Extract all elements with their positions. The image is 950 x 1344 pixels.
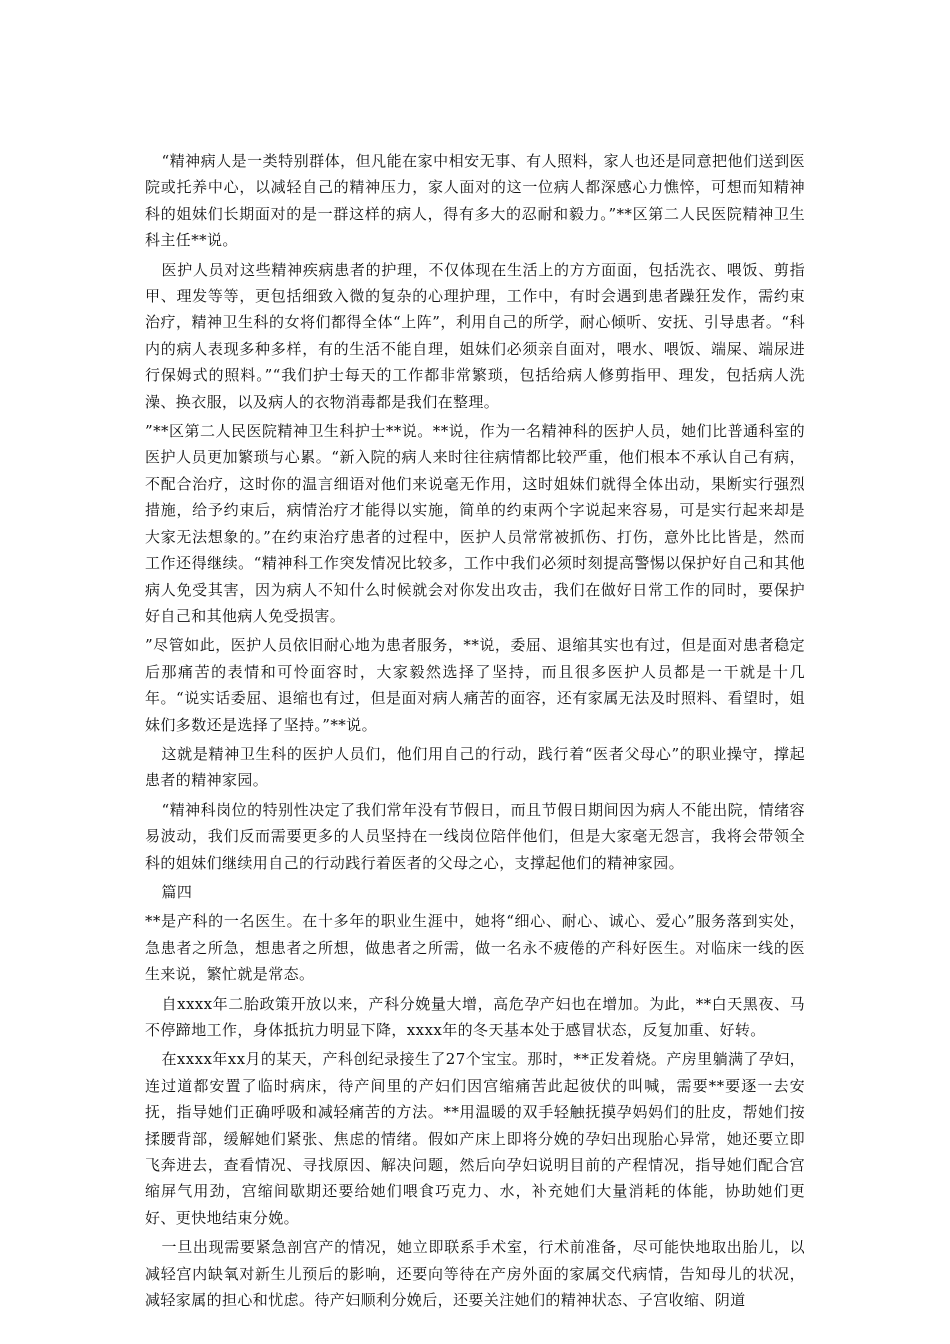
- paragraph-3: ”**区第二人民医院精神卫生科护士**说。**说，作为一名精神科的医护人员，她们比普通科室的医护人员更加繁琐与心累。“新入院的病人来时往往病情都比较严重，他们根本不承认自己有病，不配合治疗，这时你的温言细语对他们来说毫无作用，这时姐妹们就得全体出动，果断实行强烈措施，给予约束后，病情治疗才能得以实施，简单的约束两个字说起来容易，可是实行起来却是大家无法想象的。”在约束治疗患者的过程中，医护人员常常被抓伤、打伤，意外比比皆是，然而工作还得继续。“精神科工作突发情况比较多，工作中我们必须时刻提高警惕以保护好自己和其他病人免受其害，因为病人不知什么时候就会对你发出攻击，我们在做好日常工作的同时，要保护好自己和其他病人免受损害。: [145, 422, 805, 625]
- section-heading: 篇四: [161, 882, 193, 901]
- paragraph-9: 在xxxx年xx月的某天，产科创纪录接生了27个宝宝。那时，**正发着烧。产房里躺满了孕妇，连过道都安置了临时病床，待产间里的产妇们因宫缩痛苦此起彼伏的叫喊，需要**要逐一去安抚，指导她们正确呼吸和减轻痛苦的方法。**用温暖的双手轻触抚摸孕妈妈们的肚皮，帮她们按揉腰背部，缓解她们紧张、焦虑的情绪。假如产床上即将分娩的孕妇出现胎心异常，她还要立即飞奔进去，查看情况、寻找原因、解决问题，然后向孕妇说明目前的产程情况，指导她们配合宫缩屏气用劲，宫缩间歇期还要给她们喂食巧克力、水，补充她们大量消耗的体能，协助她们更好、更快地结束分娩。: [145, 1050, 805, 1227]
- paragraph-8: 自xxxx年二胎政策开放以来，产科分娩量大增，高危孕产妇也在增加。为此，**白天黑夜、马不停蹄地工作，身体抵抗力明显下降，xxxx年的冬天基本处于感冒状态，反复加重、好转。: [145, 994, 805, 1039]
- paragraph-5: 这就是精神卫生科的医护人员们，他们用自己的行动，践行着“医者父母心”的职业操守，撑起患者的精神家园。: [145, 744, 805, 790]
- paragraph-2: 医护人员对这些精神疾病患者的护理，不仅体现在生活上的方方面面，包括洗衣、喂饭、剪指甲、理发等等，更包括细致入微的复杂的心理护理，工作中，有时会遇到患者躁狂发作，需约束治疗，精神卫生科的女将们都得全体“上阵”，利用自己的所学，耐心倾听、安抚、引导患者。“科内的病人表现多种多样，有的生活不能自理，姐妹们必须亲自面对，喂水、喂饭、端屎、端尿进行保姆式的照料。”“我们护士每天的工作都非常繁琐，包括给病人修剪指甲、理发，包括病人洗澡、换衣服，以及病人的衣物消毒都是我们在整理。: [145, 260, 805, 411]
- document-page: [145, 148, 805, 1316]
- paragraph-1: “精神病人是一类特别群体，但凡能在家中相安无事、有人照料，家人也还是同意把他们送到医院或托养中心，以减轻自己的精神压力，家人面对的这一位病人都深感心力憔悴，可想而知精神科的姐妹们长期面对的是一群这样的病人，得有多大的忍耐和毅力。”**区第二人民医院精神卫生科主任**说。: [145, 152, 805, 250]
- paragraph-4: ”尽管如此，医护人员依旧耐心地为患者服务，**说，委屈、退缩其实也有过，但是面对患者稳定后那痛苦的表情和可怜面容时，大家毅然选择了坚持，而且很多医护人员都是一干就是十几年。“说实话委屈、退缩也有过，但是面对病人痛苦的面容，还有家属无法及时照料、看望时，姐妹们多数还是选择了坚持。”**说。: [145, 636, 805, 734]
- paragraph-10: 一旦出现需要紧急剖宫产的情况，她立即联系手术室，行术前准备，尽可能快地取出胎儿，以减轻宫内缺氧对新生儿预后的影响，还要向等待在产房外面的家属交代病情，告知母儿的状况，减轻家属的担心和忧虑。待产妇顺利分娩后，还要关注她们的精神状态、子宫收缩、阴道: [145, 1238, 805, 1310]
- paragraph-6: “精神科岗位的特别性决定了我们常年没有节假日，而且节假日期间因为病人不能出院，情绪容易波动，我们反而需要更多的人员坚持在一线岗位陪伴他们，但是大家毫无怨言，我将会带领全科的姐妹们继续用自己的行动践行着医者的父母之心，支撑起他们的精神家园。: [145, 800, 805, 872]
- paragraph-7: **是产科的一名医生。在十多年的职业生涯中，她将“细心、耐心、诚心、爱心”服务落到实处，急患者之所急，想患者之所想，做患者之所需，做一名永不疲倦的产科好医生。对临床一线的医生来说，繁忙就是常态。: [145, 912, 805, 984]
